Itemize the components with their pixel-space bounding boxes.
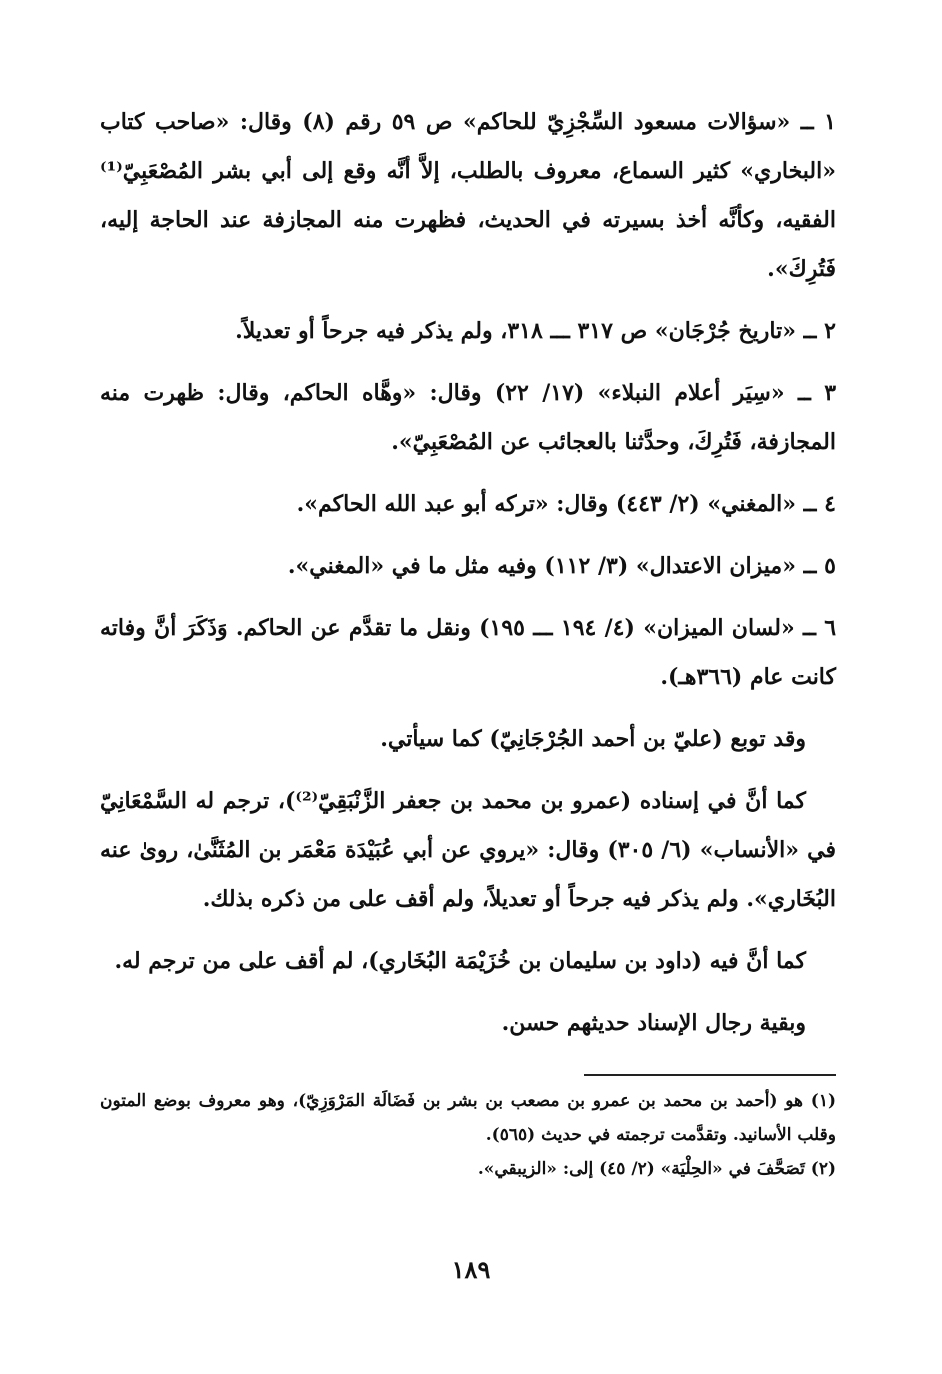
commentary-paragraph: كما أنَّ فيه (داود بن سليمان بن خُزَيْمَة البُخَاري)، لم أقف على من ترجم له. (114, 948, 806, 974)
footnote-2: (٢) تَصَحَّفَ في «الحِلْيَة» (٢/ ٤٥) إلى: «الزيبقي». (477, 1159, 836, 1179)
footnotes (100, 1084, 836, 1186)
footnote-separator-wrap (100, 1074, 836, 1076)
source-item-1: ١ ــ «سؤالات مسعود السِّجْزِيّ للحاكم» ص ٥٩ رقم (٨) وقال: «صاحب كتاب «البخاري» كثير السماع، معروف بالطلب، إلاَّ أنَّه وقع إلى أبي بشر المُصْعَبِيّ⁽¹⁾ الفقيه، وكأنَّه أخذ بسيرته في الحديث، فظهرت منه المجازفة عند الحاجة إليه، فَتُرِكَ». (100, 109, 836, 282)
main-text (100, 98, 836, 1048)
conclusion-paragraph: وبقية رجال الإسناد حديثهم حسن. (501, 1010, 806, 1036)
source-item-5: ٥ ــ «ميزان الاعتدال» (٣/ ١١٢) وفيه مثل ما في «المغني». (287, 553, 836, 579)
commentary-paragraph: كما أنَّ في إسناده (عمرو بن محمد بن جعفر الزَّنْبَقِيّ⁽²⁾)، ترجم له السَّمْعَانِيّ في «الأنساب» (٦/ ٣٠٥) وقال: «يروي عن أبي عُبَيْدَة مَعْمَر بن المُثَنَّىٰ، روىٰ عنه البُخَاري». ولم يذكر فيه جرحاً أو تعديلاً، ولم أقف على من ذكره بذلك. (100, 788, 836, 912)
source-item-2: ٢ ــ «تاريخ جُرْجَان» ص ٣١٧ ـــ ٣١٨، ولم يذكر فيه جرحاً أو تعديلاً. (235, 318, 836, 344)
commentary-paragraph: وقد توبع (عليّ بن أحمد الجُرْجَانِيّ) كما سيأتي. (380, 726, 806, 752)
footnote-1: (١) هو (أحمد بن محمد بن عمرو بن مصعب بن بشر بن فَضَالَة المَرْوَزِيّ)، وهو معروف بوضع المتون وقلب الأسانيد. وتقدَّمت ترجمته في حديث (٥٦٥). (100, 1091, 836, 1145)
footnote-separator (584, 1074, 836, 1076)
source-item-3: ٣ ــ «سِيَر أعلام النبلاء» (١٧/ ٢٢) وقال: «وهَّاه الحاكم، وقال: ظهرت منه المجازفة، فَتُرِكَ، وحدَّثنا بالعجائب عن المُصْعَبِيّ». (100, 380, 837, 455)
source-item-6: ٦ ــ «لسان الميزان» (٤/ ١٩٤ ـــ ١٩٥) ونقل ما تقدَّم عن الحاكم. وَذَكَرَ أنَّ وفاته كانت عام (٣٦٦هـ). (100, 615, 837, 690)
source-item-4: ٤ ــ «المغني» (٢/ ٤٤٣) وقال: «تركه أبو عبد الله الحاكم». (296, 491, 836, 517)
page-number: ١٨٩ (451, 1255, 491, 1284)
